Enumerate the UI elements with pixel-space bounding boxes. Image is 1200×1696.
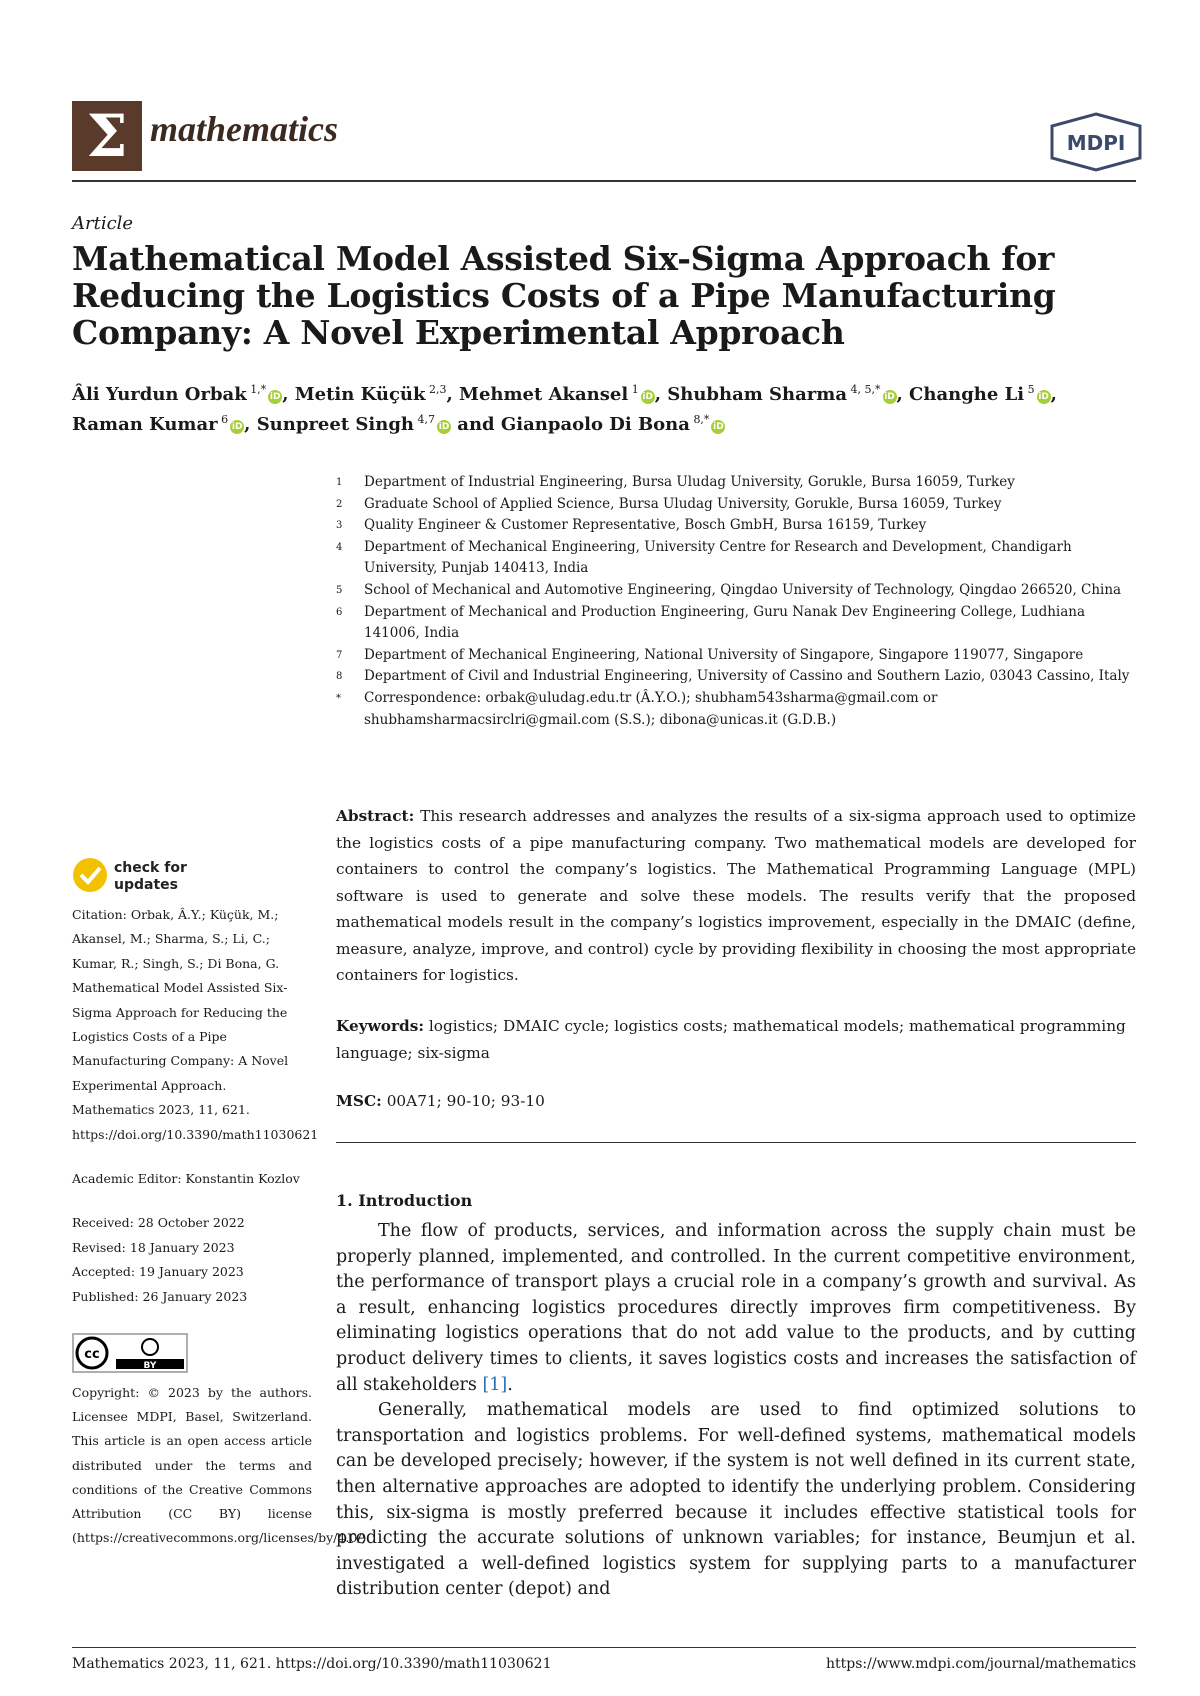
accepted-date: Accepted: 19 January 2023 xyxy=(72,1264,244,1280)
msc xyxy=(336,1092,1136,1110)
footer-divider xyxy=(72,1647,1136,1648)
sigma-icon: Σ xyxy=(86,102,128,170)
orcid-icon[interactable]: iD xyxy=(713,422,724,432)
paragraph: The flow of products, services, and information across the supply chain must be properly planned, implemented, and controlled. In the current competitive environment, the performance of transport plays a crucial role in a company’s growth and survival. As a result, enhancing logistics procedures directly improves firm competitiveness. By eliminating logistics operations that do not add value to the products, and by cutting product delivery times to clients, it saves logistics costs and increases the satisfaction of all stakeholders [1]. xyxy=(336,1221,1136,1395)
keywords-text: logistics; DMAIC cycle; logistics costs; mathematical models; mathematical programming language; six-sigma xyxy=(336,1017,1126,1062)
orcid-icon[interactable]: iD xyxy=(642,392,653,402)
affiliation-item: 7 Department of Mechanical Engineering, National University of Singapore, Singapore 119077, Singapore xyxy=(336,646,1084,663)
article-title: Mathematical Model Assisted Six-Sigma Approach for Reducing the Logistics Costs of a Pipe Manufacturing Company: A Novel Experimental Approach xyxy=(72,239,1056,352)
received-date: Received: 28 October 2022 xyxy=(72,1215,245,1231)
affiliation-item: 1 Department of Industrial Engineering, Bursa Uludag University, Gorukle, Bursa 16059, Turkey xyxy=(336,474,1015,490)
mdpi-logo xyxy=(1048,112,1144,172)
svg-text:updates: updates xyxy=(114,877,178,893)
msc-text: 00A71; 90-10; 93-10 xyxy=(386,1092,545,1110)
revised-date: Revised: 18 January 2023 xyxy=(72,1239,235,1255)
academic-editor: Academic Editor: Konstantin Kozlov xyxy=(72,1171,300,1187)
author-name[interactable]: Mehmet Akansel xyxy=(459,384,629,405)
correspondence: * Correspondence: orbak@uludag.edu.tr (Â.Y.O.); shubham543sharma@gmail.com or shubhamsharmacsirclri@gmail.com (S.S.); dibona@unicas.it (G.D.B.) xyxy=(336,689,938,728)
svg-text:check for: check for xyxy=(114,860,187,876)
citation-link[interactable]: [1] xyxy=(482,1374,508,1395)
check-for-updates-badge[interactable] xyxy=(72,855,232,895)
body-text xyxy=(336,1219,1136,1603)
keywords xyxy=(336,1013,1136,1066)
abstract-label: Abstract: xyxy=(336,807,415,825)
author-name[interactable]: Metin Küçük xyxy=(294,384,426,405)
abstract-text: This research addresses and analyzes the results of a six-sigma approach used to optimize the logistics costs of a pipe manufacturing company. Two mathematical models are developed for containers to control the company’s logistics. The Mathematical Programming Language (MPL) software is used to generate and solve these models. The results verify that the proposed mathematical models result in the company’s logistics improvement, especially in the DMAIC (define, measure, analyze, improve, and control) cycle by providing flexibility in choosing the most appropriate containers for logistics. xyxy=(336,807,1136,984)
article-type: Article xyxy=(72,213,134,234)
footer-journal-url[interactable]: https://www.mdpi.com/journal/mathematics xyxy=(825,1656,1136,1672)
keywords-label: Keywords: xyxy=(336,1017,424,1035)
author-name[interactable]: Changhe Li xyxy=(909,384,1025,405)
msc-label: MSC: xyxy=(336,1092,382,1110)
header-divider xyxy=(72,180,1136,182)
section-heading: 1. Introduction xyxy=(336,1191,473,1210)
affiliation-item: 8 Department of Civil and Industrial Engineering, University of Cassino and Southern Lazio, 03043 Cassino, Italy xyxy=(336,668,1130,685)
citation: Citation: Orbak, Â.Y.; Küçük, M.; Akansel, M.; Sharma, S.; Li, C.; Kumar, R.; Singh, S.; Di Bona, G. Mathematical Model Assisted Six-Sigma Approach for Reducing the Logistics Costs of a Pipe Manufacturing Company: A Novel Experimental Approach. Mathematics 2023, 11, 621. https://doi.org/10.3390/math11030621 xyxy=(72,907,319,1142)
cc-by-license-badge[interactable] xyxy=(72,1333,188,1373)
author-name[interactable]: Sunpreet Singh xyxy=(256,414,415,435)
author-name[interactable]: Raman Kumar xyxy=(72,414,218,435)
abstract xyxy=(336,803,1136,989)
svg-text:BY: BY xyxy=(143,1361,157,1371)
footer-citation[interactable]: Mathematics 2023, 11, 621. https://doi.org/10.3390/math11030621 xyxy=(72,1656,552,1672)
author-list: Âli Yurdun Orbak $^{1,*}$iD, Metin Küçük $^{2,3}$, Mehmet Akansel $^1$iD, Shubham Sharma $^{4, 5,*}$iD, Changhe Li $^5$iD, Raman Kumar $^6$iD, Sunpreet Singh $^{4,7}$iD and Gianpaolo Di Bona $^{8,*}$iD xyxy=(72,383,1057,435)
orcid-icon[interactable]: iD xyxy=(884,392,895,402)
orcid-icon[interactable]: iD xyxy=(438,422,450,432)
author-name[interactable]: Âli Yurdun Orbak xyxy=(72,384,247,405)
section-divider xyxy=(336,1142,1136,1143)
affiliation-item: 2 Graduate School of Applied Science, Bursa Uludag University, Gorukle, Bursa 16059, Turkey xyxy=(336,495,1002,512)
orcid-icon[interactable]: iD xyxy=(269,392,281,402)
author-name[interactable]: Gianpaolo Di Bona xyxy=(500,414,690,435)
orcid-icon[interactable]: iD xyxy=(1038,392,1049,402)
affiliation-item: 5 School of Mechanical and Automotive Engineering, Qingdao University of Technology, Qingdao 266520, China xyxy=(336,581,1122,598)
published-date: Published: 26 January 2023 xyxy=(72,1288,248,1304)
svg-text:cc: cc xyxy=(84,1347,100,1362)
journal-logo xyxy=(72,101,142,171)
affiliation-item: 4 Department of Mechanical Engineering, University Centre for Research and Development, Chandigarh University, Punjab 140413, India xyxy=(336,538,1072,577)
affiliation-item: 6 Department of Mechanical and Production Engineering, Guru Nanak Dev Engineering College, Ludhiana 141006, India xyxy=(336,603,1086,642)
author-name[interactable]: Shubham Sharma xyxy=(667,384,847,405)
sidebar-meta xyxy=(72,903,319,1309)
paragraph: Generally, mathematical models are used to find optimized solutions to transportation and logistics problems. For well-defined systems, mathematical models can be developed precisely; however, if the system is not well defined in its current state, then alternative approaches are adopted to identify the underlying problem. Considering this, six-sigma is mostly preferred because it includes effective statistical tools for predicting the accurate solutions of unknown variables; for instance, Beumjun et al. investigated a well-defined logistics system for supplying parts to a manufacturer distribution center (depot) and xyxy=(336,1400,1136,1600)
affiliations xyxy=(336,472,1136,731)
mdpi-logo-text: MDPI xyxy=(1066,131,1126,155)
orcid-icon[interactable]: iD xyxy=(231,422,243,432)
copyright-notice: Copyright: © 2023 by the authors. Licensee MDPI, Basel, Switzerland. This article is an open access article distributed under the terms and conditions of the Creative Commons Attribution (CC BY) license (https://creativecommons.org/licenses/by/4.0/). xyxy=(72,1385,371,1546)
affiliation-item: 3 Quality Engineer & Customer Representative, Bosch GmbH, Bursa 16159, Turkey xyxy=(336,517,927,534)
journal-name: mathematics xyxy=(150,109,338,149)
